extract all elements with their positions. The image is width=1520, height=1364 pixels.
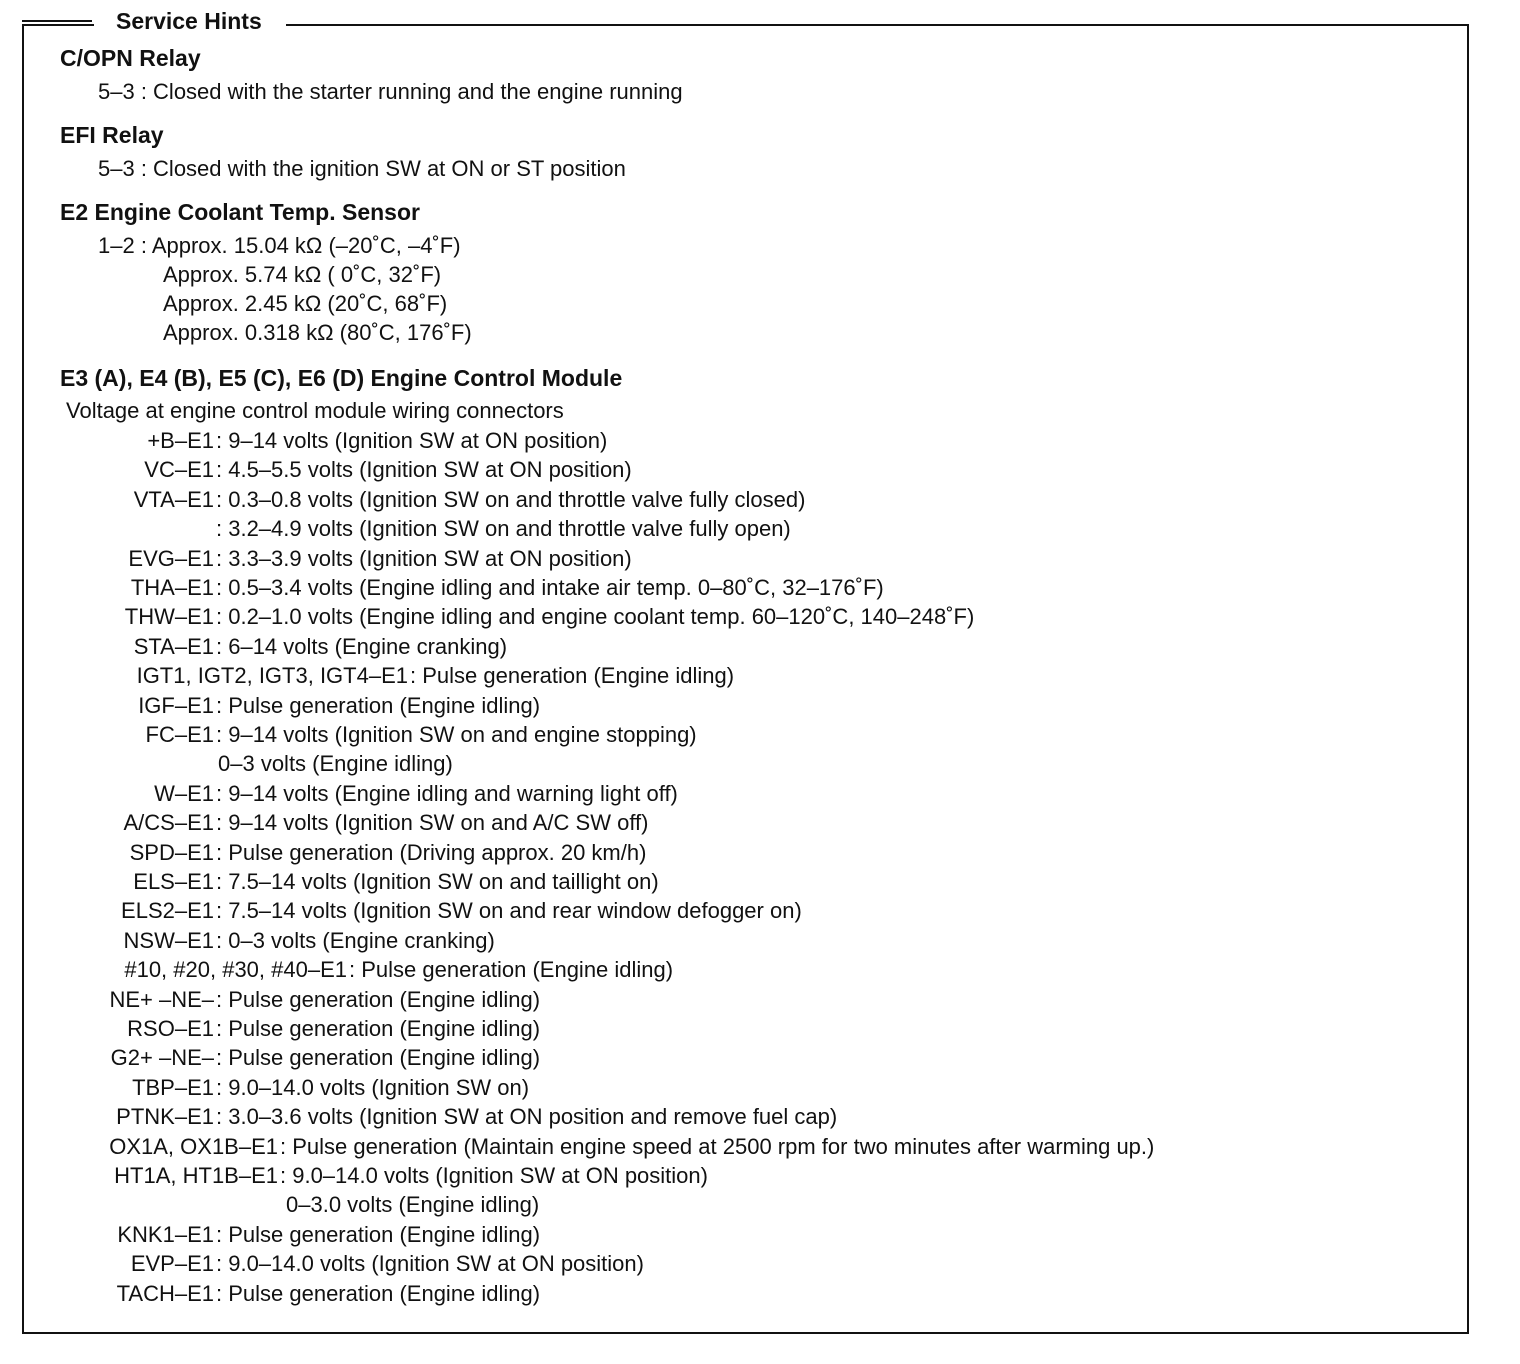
ecm-pin-value: : 9.0–14.0 volts (Ignition SW on) — [216, 1075, 530, 1100]
coolant-sensor-line: Approx. 0.318 kΩ (80˚C, 176˚F) — [163, 320, 472, 345]
ecm-pin-value: : Pulse generation (Engine idling) — [216, 1016, 541, 1041]
ecm-pin-label: NSW–E1 — [123, 928, 214, 953]
ecm-pin-label: ELS2–E1 — [121, 898, 214, 923]
ecm-pin-label: IGF–E1 — [138, 693, 214, 718]
ecm-pin-value: 0–3 volts (Engine idling) — [218, 751, 453, 776]
ecm-pin-value: : 9.0–14.0 volts (Ignition SW at ON position) — [280, 1163, 708, 1188]
page-title: Service Hints — [94, 6, 286, 36]
ecm-pin-label: ELS–E1 — [133, 869, 214, 894]
ecm-pin-value: : Pulse generation (Engine idling) — [349, 957, 674, 982]
ecm-pin-label: STA–E1 — [133, 634, 214, 659]
ecm-pin-label: PTNK–E1 — [116, 1104, 214, 1129]
legend-rule — [22, 20, 92, 22]
section-heading-efi-relay: EFI Relay — [60, 122, 164, 148]
ecm-pin-value: : 3.2–4.9 volts (Ignition SW on and throttle valve fully open) — [216, 516, 791, 541]
ecm-pin-label: VC–E1 — [144, 457, 214, 482]
section-heading-copn-relay: C/OPN Relay — [60, 45, 201, 71]
efi-relay-line: 5–3 : Closed with the ignition SW at ON or ST position — [98, 156, 626, 181]
ecm-pin-value: : 0.3–0.8 volts (Ignition SW on and throttle valve fully closed) — [216, 487, 806, 512]
ecm-pin-value: : 6–14 volts (Engine cranking) — [216, 634, 508, 659]
section-heading-coolant-sensor: E2 Engine Coolant Temp. Sensor — [60, 199, 420, 225]
ecm-pin-value: : Pulse generation (Maintain engine speed at 2500 rpm for two minutes after warming up.) — [280, 1134, 1155, 1159]
ecm-pin-label: W–E1 — [154, 781, 214, 806]
ecm-pin-label: NE+ –NE– — [109, 987, 214, 1012]
ecm-pin-value: : 0.5–3.4 volts (Engine idling and intake air temp. 0–80˚C, 32–176˚F) — [216, 575, 884, 600]
ecm-pin-value: : Pulse generation (Engine idling) — [216, 1045, 541, 1070]
ecm-pin-label: THW–E1 — [124, 604, 214, 629]
section-heading-engine-control-module: E3 (A), E4 (B), E5 (C), E6 (D) Engine Control Module — [60, 365, 623, 391]
ecm-pin-label: TBP–E1 — [132, 1075, 214, 1100]
ecm-pin-value: : 7.5–14 volts (Ignition SW on and taillight on) — [216, 869, 659, 894]
ecm-pin-value: : 7.5–14 volts (Ignition SW on and rear window defogger on) — [216, 898, 802, 923]
ecm-pin-label: #10, #20, #30, #40–E1 — [124, 957, 347, 982]
ecm-pin-label: A/CS–E1 — [123, 810, 214, 835]
ecm-intro: Voltage at engine control module wiring connectors — [66, 398, 564, 423]
ecm-pin-value: : 9–14 volts (Ignition SW at ON position) — [216, 428, 608, 453]
ecm-pin-value: : Pulse generation (Engine idling) — [216, 987, 541, 1012]
ecm-pin-value: : 9–14 volts (Ignition SW on and engine stopping) — [216, 722, 697, 747]
ecm-pin-value: : 0–3 volts (Engine cranking) — [216, 928, 495, 953]
ecm-pin-label: KNK1–E1 — [117, 1222, 214, 1247]
ecm-pin-label: EVP–E1 — [130, 1251, 214, 1276]
ecm-pin-label: VTA–E1 — [133, 487, 214, 512]
ecm-pin-value: : Pulse generation (Engine idling) — [216, 1222, 541, 1247]
ecm-pin-value: : Pulse generation (Engine idling) — [216, 1281, 541, 1306]
ecm-pin-value: 0–3.0 volts (Engine idling) — [286, 1192, 540, 1217]
ecm-pin-label: FC–E1 — [145, 722, 214, 747]
ecm-pin-value: : Pulse generation (Driving approx. 20 km/h) — [216, 840, 647, 865]
ecm-pin-value: : Pulse generation (Engine idling) — [410, 663, 735, 688]
ecm-pin-label: OX1A, OX1B–E1 — [109, 1134, 278, 1159]
ecm-pin-value: : 3.0–3.6 volts (Ignition SW at ON position and remove fuel cap) — [216, 1104, 838, 1129]
ecm-pin-label: RSO–E1 — [127, 1016, 214, 1041]
ecm-pin-label: HT1A, HT1B–E1 — [114, 1163, 278, 1188]
coolant-sensor-line: Approx. 5.74 kΩ ( 0˚C, 32˚F) — [163, 262, 442, 287]
ecm-pin-value: : 9–14 volts (Ignition SW on and A/C SW off) — [216, 810, 649, 835]
ecm-pin-label: +B–E1 — [147, 428, 214, 453]
ecm-pin-label: IGT1, IGT2, IGT3, IGT4–E1 — [136, 663, 408, 688]
ecm-pin-value: : 9.0–14.0 volts (Ignition SW at ON position) — [216, 1251, 644, 1276]
ecm-pin-label: TACH–E1 — [116, 1281, 214, 1306]
ecm-pin-label: SPD–E1 — [129, 840, 214, 865]
copn-relay-line: 5–3 : Closed with the starter running and the engine running — [98, 79, 683, 104]
ecm-pin-value: : 4.5–5.5 volts (Ignition SW at ON position) — [216, 457, 632, 482]
ecm-pin-label: EVG–E1 — [128, 546, 214, 571]
ecm-pin-label: G2+ –NE– — [110, 1045, 214, 1070]
coolant-sensor-line: Approx. 2.45 kΩ (20˚C, 68˚F) — [163, 291, 448, 316]
ecm-pin-value: : 0.2–1.0 volts (Engine idling and engine coolant temp. 60–120˚C, 140–248˚F) — [216, 604, 975, 629]
ecm-pin-value: : Pulse generation (Engine idling) — [216, 693, 541, 718]
ecm-pin-value: : 9–14 volts (Engine idling and warning light off) — [216, 781, 678, 806]
ecm-pin-label: THA–E1 — [130, 575, 214, 600]
ecm-pin-value: : 3.3–3.9 volts (Ignition SW at ON position) — [216, 546, 632, 571]
coolant-sensor-line: 1–2 : Approx. 15.04 kΩ (–20˚C, –4˚F) — [98, 233, 461, 258]
